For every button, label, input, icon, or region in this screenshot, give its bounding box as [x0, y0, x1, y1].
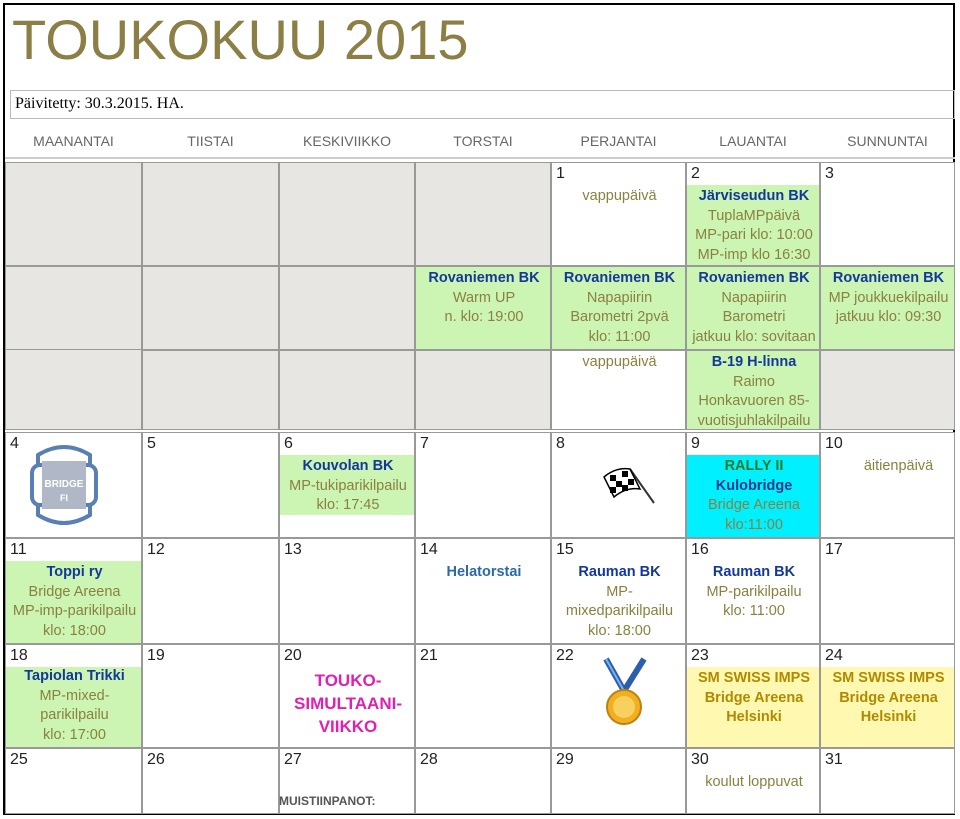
event-club: Rauman BK — [712, 564, 796, 580]
event-title: RALLY II — [724, 458, 784, 474]
event-time: klo: 11:00 — [588, 328, 651, 345]
day-cell — [686, 538, 820, 644]
day-header-fri: PERJANTAI — [551, 125, 686, 159]
event-title: TOUKO- — [314, 671, 382, 690]
day-cell — [279, 538, 415, 644]
holiday-label: vappupäivä — [582, 354, 657, 370]
day-cell — [686, 748, 820, 814]
event-line: Bridge Areena — [708, 497, 800, 513]
date-number: 22 — [556, 647, 574, 664]
day-cell — [142, 538, 279, 644]
date-number: 30 — [691, 751, 709, 768]
day-cell — [686, 162, 820, 266]
day-header-sun: SUNNUNTAI — [820, 125, 955, 159]
date-number: 7 — [420, 435, 429, 452]
day-cell — [551, 644, 686, 748]
event-line: Honkavuoren 85- — [698, 393, 810, 409]
event-line: Napapiirin — [586, 289, 653, 306]
event-line: Napapiirin — [721, 289, 787, 306]
date-number: 18 — [10, 647, 28, 664]
event-club: Rovaniemen BK — [698, 270, 810, 286]
date-number: 8 — [556, 435, 565, 452]
event-time: n. klo: 19:00 — [444, 309, 524, 325]
date-number: 14 — [420, 541, 438, 558]
event-time: klo:11:00 — [725, 516, 783, 533]
day-cell — [551, 162, 686, 266]
day-header-tue: TIISTAI — [142, 125, 279, 159]
holiday-label: koulut loppuvat — [705, 774, 803, 790]
day-cell — [820, 538, 955, 644]
day-cell — [820, 432, 955, 538]
day-cell — [5, 644, 142, 748]
event-title: SM SWISS IMPS — [832, 670, 945, 686]
checkered-flag-icon — [600, 463, 656, 507]
event-time: klo: 11:00 — [723, 603, 785, 619]
event-cell — [686, 350, 820, 430]
event-line: MP joukkuekilpailu — [828, 289, 949, 306]
date-number: 9 — [691, 435, 700, 452]
event-club: Rovaniemen BK — [428, 270, 540, 286]
svg-text:FI: FI — [60, 493, 68, 503]
event-cell — [820, 266, 955, 350]
date-number: 24 — [825, 647, 843, 664]
event-line: MP-tukiparikilpailu — [289, 477, 407, 494]
day-cell — [5, 538, 142, 644]
cell-empty — [142, 162, 279, 266]
event-cell — [551, 266, 686, 350]
day-cell — [551, 748, 686, 814]
event-title: VIIKKO — [318, 717, 378, 736]
event-club: B-19 H-linna — [711, 354, 797, 370]
day-cell — [551, 432, 686, 538]
day-cell — [415, 432, 551, 538]
event-club: Rovaniemen BK — [832, 270, 945, 286]
cell-empty — [142, 350, 279, 430]
date-number: 17 — [825, 541, 843, 558]
day-cell — [279, 432, 415, 538]
cell-empty — [5, 162, 142, 266]
day-cell — [686, 432, 820, 538]
day-header-thu: TORSTAI — [415, 125, 551, 159]
date-number: 27 — [284, 751, 302, 768]
day-cell — [415, 644, 551, 748]
date-number: 25 — [10, 751, 28, 768]
date-number: 20 — [284, 647, 302, 664]
event-time: MP-pari klo: 10:00 — [695, 227, 813, 243]
svg-text:BRIDGE: BRIDGE — [44, 479, 84, 490]
date-number: 12 — [147, 541, 165, 558]
event-time: klo: 17:45 — [316, 497, 380, 513]
event-time: klo: 18:00 — [588, 622, 651, 639]
day-cell — [820, 162, 955, 266]
event-title: SM SWISS IMPS — [698, 670, 810, 686]
date-number: 5 — [147, 435, 156, 452]
event-club: Järviseudun BK — [698, 188, 810, 204]
day-cell — [5, 432, 142, 538]
cell-empty — [820, 350, 955, 430]
event-time: klo: 17:00 — [43, 726, 106, 743]
day-cell — [142, 432, 279, 538]
event-cell — [415, 266, 551, 350]
event-line: TuplaMPpäivä — [707, 207, 801, 224]
event-line: Barometri — [722, 309, 786, 325]
event-club: Kulobridge — [715, 477, 793, 494]
event-time: klo: 18:00 — [43, 622, 106, 639]
event-line: MP-imp-parikilpailu — [12, 603, 137, 619]
event-line: Bridge Areena — [839, 689, 938, 706]
date-number: 26 — [147, 751, 165, 768]
day-cell — [415, 538, 551, 644]
cell-empty — [415, 162, 551, 266]
date-number: 19 — [147, 647, 165, 664]
updated-line: Päivitetty: 30.3.2015. HA. — [10, 90, 955, 119]
cell-empty — [279, 162, 415, 266]
date-number: 10 — [825, 435, 843, 452]
event-line: mixedparikilpailu — [565, 603, 674, 619]
day-cell — [5, 748, 142, 814]
event-line: vuotisjuhlakilpailu — [697, 412, 811, 429]
event-line: MP-mixed- — [39, 687, 110, 704]
cell-empty — [279, 266, 415, 350]
event-line: MP-parikilpailu — [706, 583, 802, 600]
page-title: TOUKOKUU 2015 — [12, 8, 469, 71]
day-header-mon: MAANANTAI — [5, 125, 142, 159]
event-line: Barometri 2pvä — [570, 309, 669, 325]
date-number: 11 — [10, 541, 27, 558]
event-line: Bridge Areena — [28, 583, 121, 600]
event-time: MP-imp klo 16:30 — [697, 246, 811, 263]
event-line: Warm UP — [452, 289, 516, 306]
event-line: parikilpailu — [40, 707, 109, 723]
date-number: 15 — [556, 541, 574, 558]
notes-label: MUISTIINPANOT: — [279, 794, 376, 808]
date-number: 31 — [825, 751, 843, 768]
bridge-fi-logo — [28, 443, 100, 527]
day-cell — [279, 644, 415, 748]
date-number: 28 — [420, 751, 438, 768]
event-line: Bridge Areena — [704, 689, 804, 706]
day-cell — [686, 644, 820, 748]
day-header-wed: KESKIVIIKKO — [279, 125, 415, 159]
date-number: 1 — [556, 165, 565, 182]
date-number: 4 — [10, 435, 19, 452]
day-cell — [820, 644, 955, 748]
day-cell — [415, 748, 551, 814]
date-number: 21 — [420, 647, 438, 664]
cell-empty — [142, 266, 279, 350]
day-cell — [551, 350, 686, 430]
event-club: Tapiolan Trikki — [24, 668, 125, 684]
event-line: Helsinki — [726, 709, 782, 725]
event-club: Rauman BK — [578, 564, 661, 580]
event-title: SIMULTAANI- — [294, 694, 402, 713]
event-club: Rovaniemen BK — [563, 270, 676, 286]
day-header-sat: LAUANTAI — [686, 125, 820, 159]
date-number: 29 — [556, 751, 574, 768]
date-number: 3 — [825, 165, 834, 182]
holiday-label: Helatorstai — [446, 564, 522, 580]
day-cell — [142, 748, 279, 814]
date-number: 13 — [284, 541, 302, 558]
medal-icon — [598, 657, 652, 735]
date-number: 16 — [691, 541, 709, 558]
date-number: 6 — [284, 435, 293, 452]
date-number: 2 — [691, 165, 700, 182]
cell-empty — [279, 350, 415, 430]
day-cell — [142, 644, 279, 748]
cell-empty — [5, 266, 142, 350]
event-line: Helsinki — [860, 709, 917, 725]
event-line: MP- — [606, 583, 633, 600]
holiday-label: vappupäivä — [582, 188, 657, 204]
day-cell — [551, 538, 686, 644]
event-time: jatkuu klo: 09:30 — [835, 309, 942, 325]
event-time: jatkuu klo: sovitaan — [692, 328, 816, 345]
event-club: Kouvolan BK — [302, 458, 394, 474]
holiday-label: äitienpäivä — [863, 458, 934, 474]
date-number: 23 — [691, 647, 709, 664]
event-club: Toppi ry — [46, 564, 103, 580]
event-line: Raimo — [733, 373, 775, 390]
cell-empty — [415, 350, 551, 430]
day-cell — [820, 748, 955, 814]
event-cell — [686, 266, 820, 350]
